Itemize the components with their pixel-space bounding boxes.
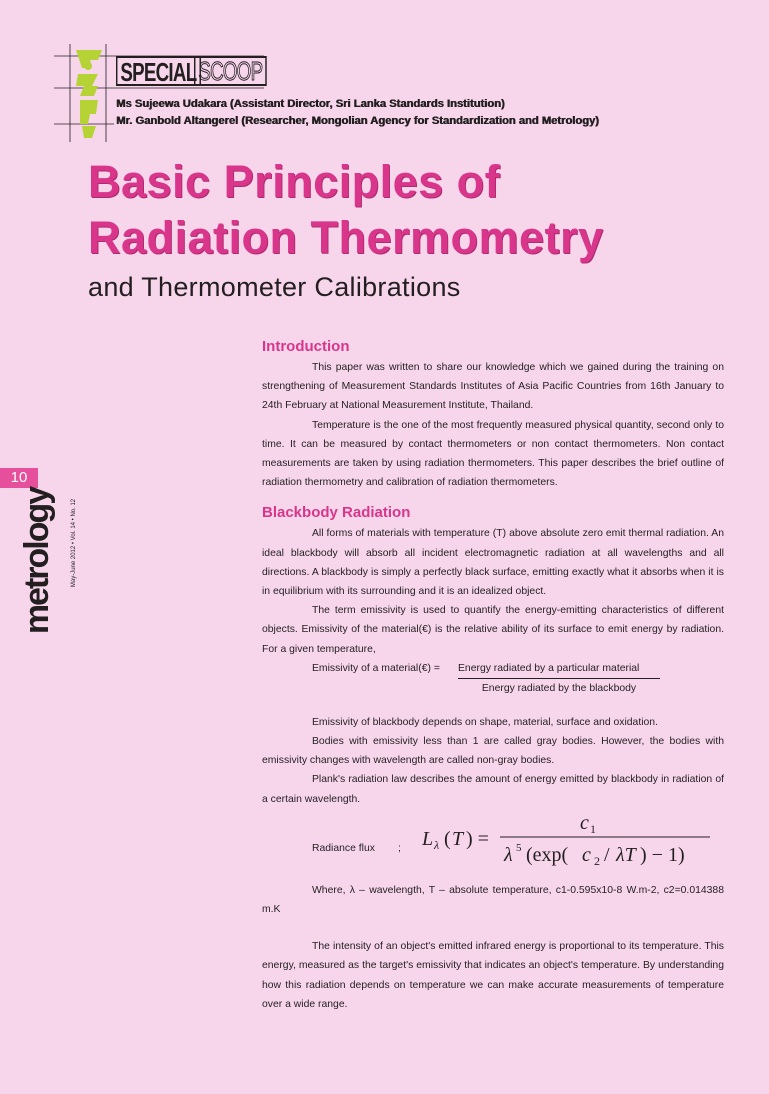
- blackbody-paragraph-3: Emissivity of blackbody depends on shape, material, surface and oxidation.: [312, 716, 658, 728]
- blackbody-paragraph-5: Plank's radiation law describes the amount of energy emitted by blackbody in radiation of a certain wavelength.: [262, 774, 724, 805]
- blackbody-paragraph-6: The intensity of an object's emitted infrared energy is proportional to its temperature. This energy, measured as the target's emissivity that indicates an object's temperature. By understanding how this radiation depends on temperature we can make accurate measurements of temperature over a wide range.: [262, 941, 724, 1010]
- emissivity-equation: [262, 659, 724, 699]
- issue-info: May-June 2012 • Vol. 14 • No. 12: [71, 498, 78, 588]
- svg-text:T: T: [452, 827, 464, 850]
- title-line-1: Basic Principles of: [88, 156, 501, 207]
- svg-text:λT: λT: [616, 843, 636, 866]
- magazine-name: metrology: [18, 487, 57, 635]
- author-list: [116, 96, 599, 130]
- section-special-label: SPECIAL: [116, 56, 201, 86]
- svg-text:λ: λ: [504, 843, 513, 866]
- svg-text:) =: ) =: [466, 827, 489, 850]
- intro-heading: Introduction: [262, 338, 350, 355]
- article-subtitle: and Thermometer Calibrations: [88, 272, 461, 302]
- emissivity-eq-label: Emissivity of a material(€) =: [312, 662, 440, 674]
- planck-equation-graphic: [422, 811, 722, 867]
- radiance-label: Radiance flux: [312, 842, 375, 854]
- svg-text:/: /: [604, 843, 610, 866]
- blackbody-paragraph-1: All forms of materials with temperature (T) above absolute zero emit thermal radiation. An ideal blackbody will absorb all incident electromagnetic radiation at all wavelengths and all directions. A blackbody is simply a perfectly black surface, emitting exactly what it absorbs when it is in equilibrium with its surrounding and it is an idealized object.: [262, 528, 724, 598]
- svg-text:(: (: [444, 827, 451, 850]
- planck-formula: [262, 811, 724, 867]
- page-number: 10: [0, 468, 38, 488]
- intro-paragraph-1: This paper was written to share our knowledge which we gained during the training on strengthening of Measurement Standards Institutes of Asia Pacific Countries from 16th January to 24th February at National Measurement Institute, Thailand.: [262, 362, 724, 412]
- svg-text:5: 5: [516, 841, 522, 854]
- svg-text:c: c: [580, 811, 589, 834]
- svg-text:L: L: [422, 827, 434, 850]
- where-definitions: Where, λ – wavelength, T – absolute temperature, c1-0.595x10-8 W.m-2, c2=0.014388 m.K: [262, 884, 724, 916]
- emissivity-eq-denominator: Energy radiated by the blackbody: [481, 682, 637, 694]
- title-line-2: Radiation Thermometry: [88, 212, 604, 263]
- article-title: [88, 154, 604, 266]
- svg-text:(exp(: (exp(: [526, 843, 569, 866]
- blackbody-paragraph-4: Bodies with emissivity less than 1 are called gray bodies. However, the bodies with emissivity changes with wavelength are called non-gray bodies.: [262, 736, 724, 767]
- author-2: Mr. Ganbold Altangerel (Researcher, Mongolian Agency for Standardization and Metrology): [116, 115, 599, 127]
- svg-text:2: 2: [594, 853, 600, 867]
- svg-text:) − 1): ) − 1): [640, 843, 685, 866]
- magazine-sidebar: [12, 487, 78, 635]
- blackbody-paragraph-2: The term emissivity is used to quantify the energy-emitting characteristics of different objects. Emissivity of the material(€) is the relative ability of its surface to emit energy by radiation. For a given temperature,: [262, 605, 724, 655]
- article-body: [262, 336, 724, 1014]
- emissivity-eq-numerator: Energy radiated by a particular material: [458, 659, 660, 679]
- section-scoop-label: SCOOP: [194, 56, 267, 86]
- blackbody-heading: Blackbody Radiation: [262, 504, 411, 522]
- svg-text:λ: λ: [434, 837, 440, 852]
- radiance-separator: ;: [398, 842, 401, 854]
- svg-text:1: 1: [590, 821, 596, 836]
- svg-text:c: c: [582, 843, 591, 866]
- intro-paragraph-2: Temperature is the one of the most frequently measured physical quantity, second only to time. It can be measured by contact thermometers or non contact thermometers. Non contact measurements are taken by using radiation thermometers. This paper describes the brief outline of radiation thermometry and calibration of radiation thermometers.: [262, 419, 724, 489]
- author-1: Ms Sujeewa Udakara (Assistant Director, Sri Lanka Standards Institution): [116, 98, 505, 110]
